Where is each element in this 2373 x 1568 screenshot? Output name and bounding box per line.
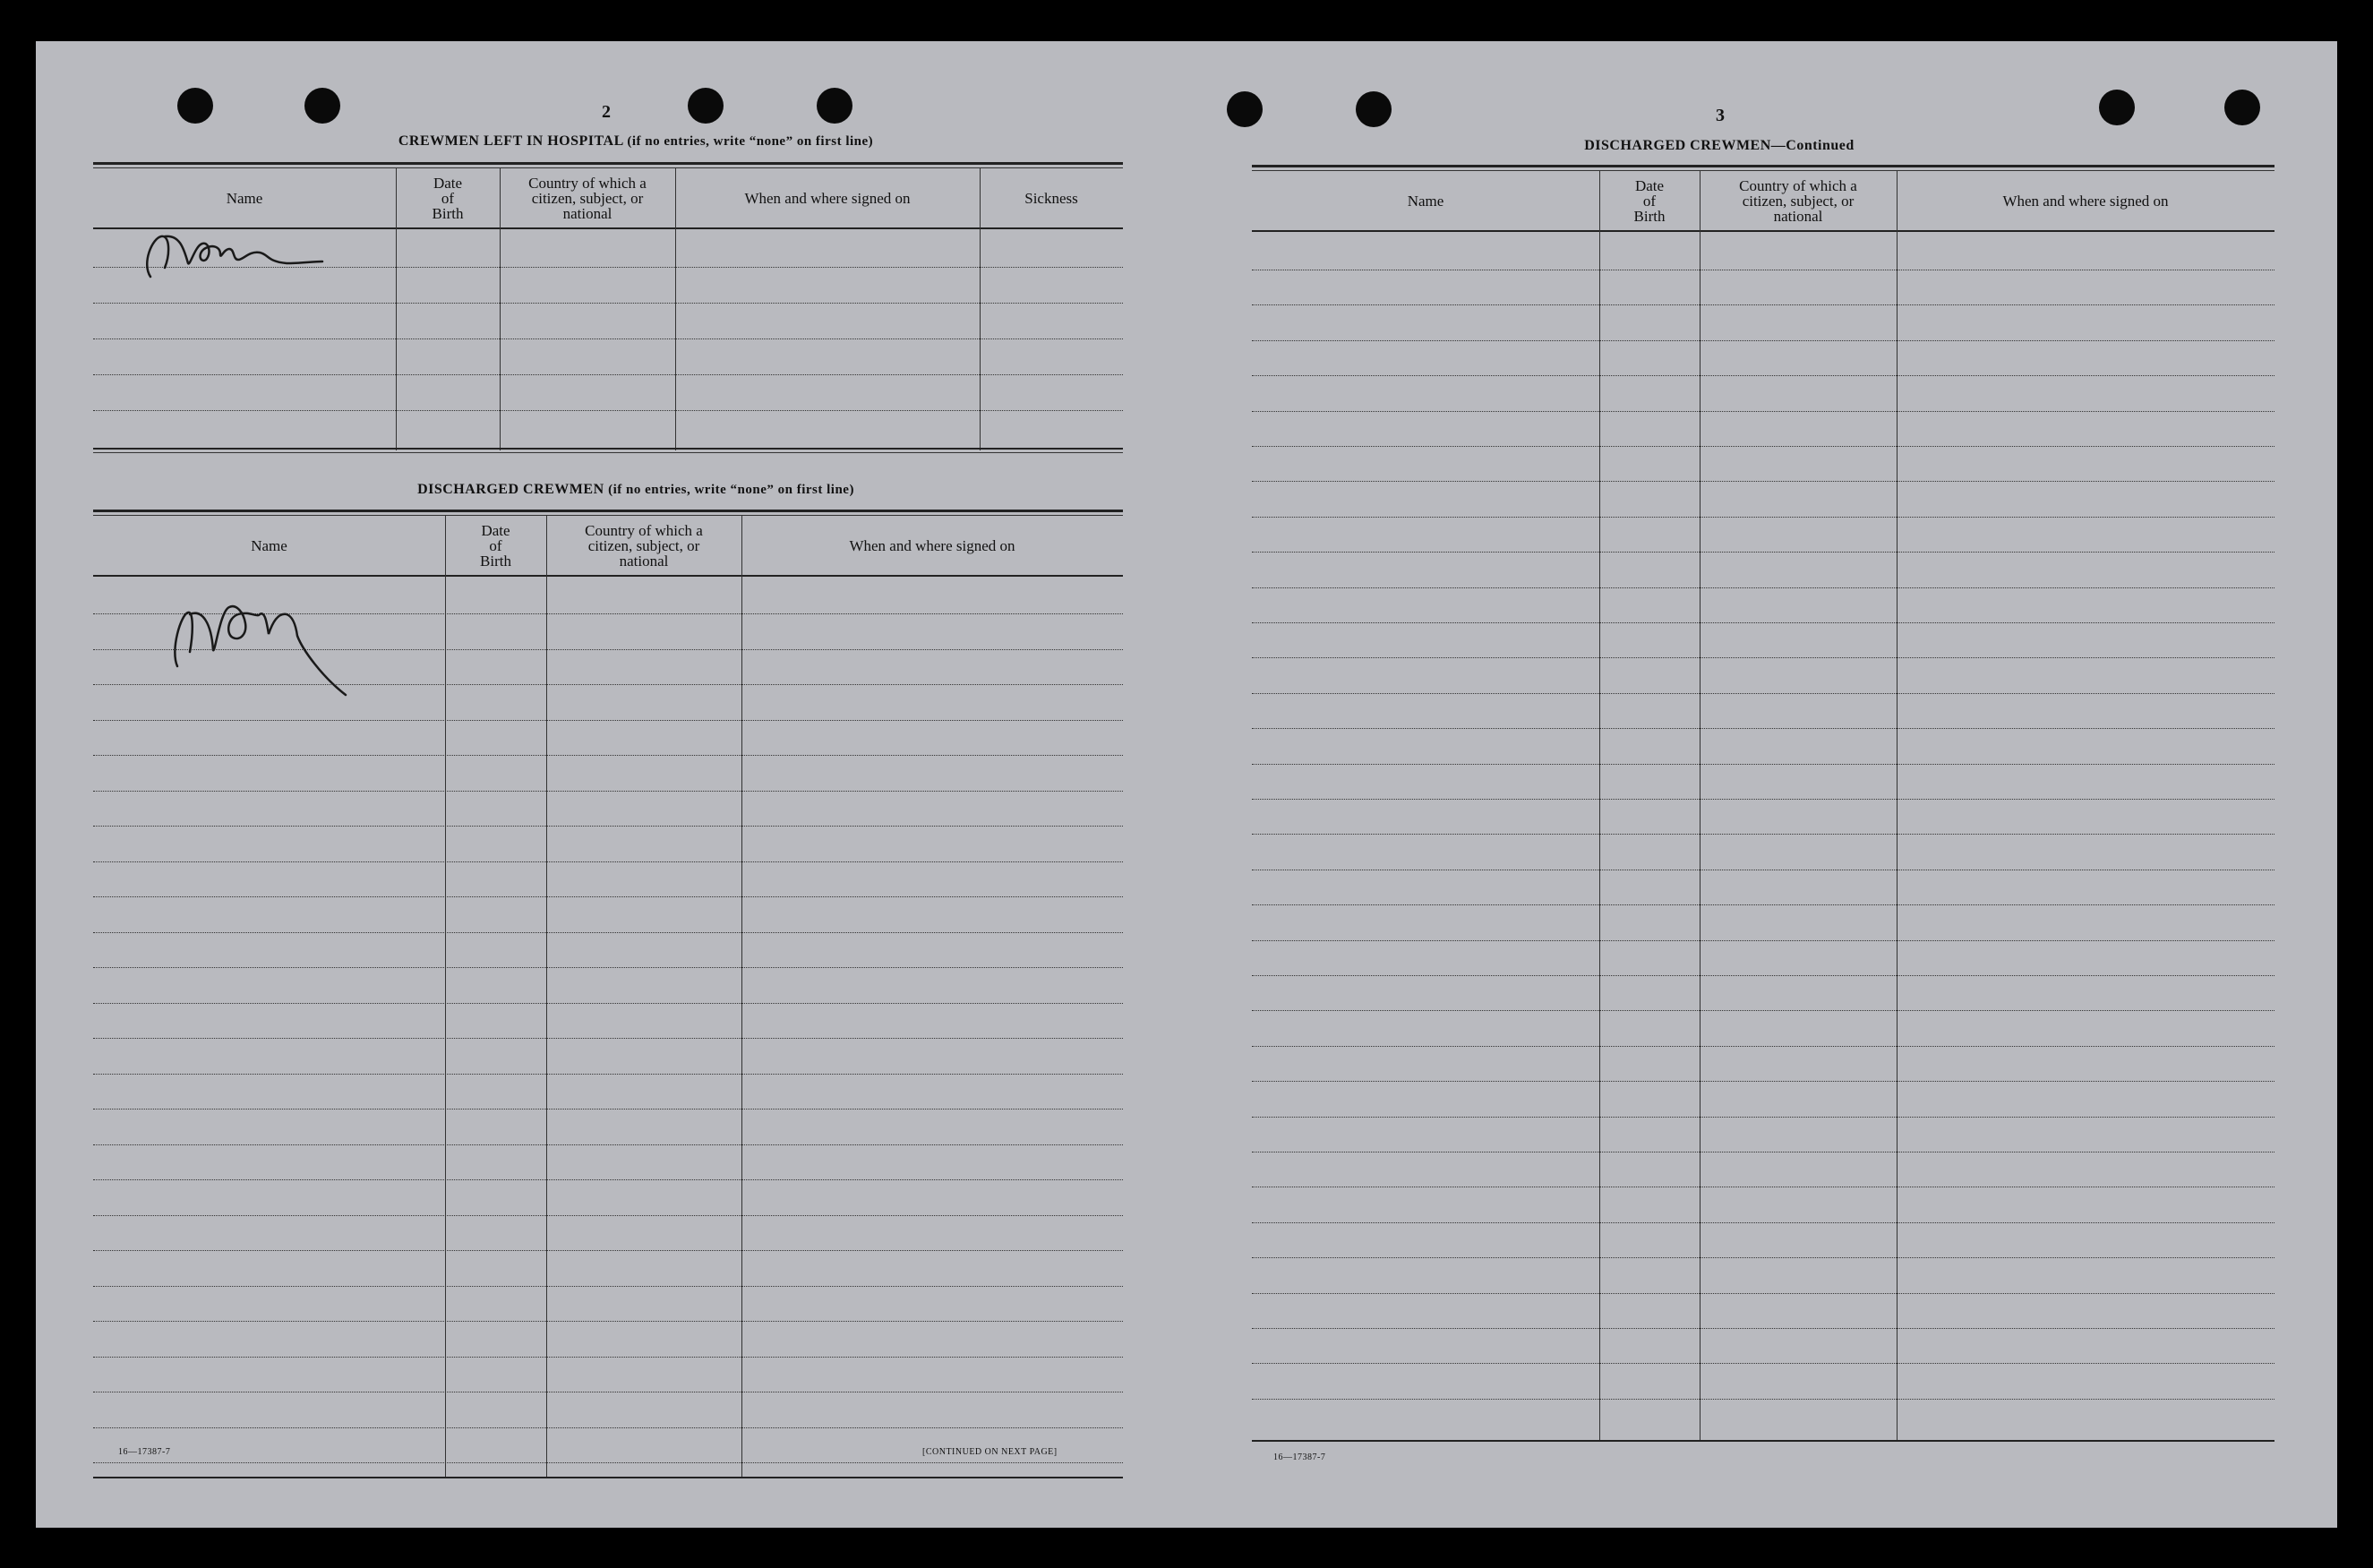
table-row-line bbox=[93, 932, 1123, 933]
column-header-name: Name bbox=[1407, 193, 1444, 210]
table-row-line bbox=[1252, 375, 2274, 376]
hospital-section-title bbox=[296, 133, 976, 150]
table-row-line bbox=[1252, 657, 2274, 658]
form-paper bbox=[36, 41, 2337, 1528]
page-number: 2 bbox=[602, 102, 611, 122]
table-top-rule bbox=[93, 167, 1123, 168]
table-row-line bbox=[93, 1179, 1123, 1180]
handwritten-none-signature bbox=[161, 587, 385, 704]
column-header-dob: Date of Birth bbox=[1633, 177, 1666, 225]
table-row-line bbox=[93, 374, 1123, 375]
table-row-line bbox=[1252, 1222, 2274, 1223]
discharged-section-title bbox=[296, 482, 976, 498]
table-row-line bbox=[1252, 481, 2274, 482]
column-header-signed-on: When and where signed on bbox=[744, 190, 911, 207]
hospital-table bbox=[93, 162, 1123, 493]
table-row-line bbox=[93, 1215, 1123, 1216]
table-row-line bbox=[93, 967, 1123, 968]
table-row-line bbox=[93, 1357, 1123, 1358]
table-row-line bbox=[1252, 1010, 2274, 1011]
punch-hole bbox=[1227, 91, 1263, 127]
table-row-line bbox=[1252, 587, 2274, 588]
table-row-line bbox=[1252, 552, 2274, 553]
table-row-line bbox=[93, 1427, 1123, 1428]
column-header-country: Country of which a citizen, subject, or national bbox=[585, 522, 703, 570]
table-row-line bbox=[93, 896, 1123, 897]
table-row-line bbox=[93, 1074, 1123, 1075]
table-row-line bbox=[1252, 1399, 2274, 1400]
table-bottom-rule bbox=[93, 452, 1123, 453]
table-top-rule bbox=[93, 162, 1123, 165]
table-row-line bbox=[93, 791, 1123, 792]
column-header-dob: Date of Birth bbox=[432, 175, 464, 222]
table-row-line bbox=[93, 1003, 1123, 1004]
table-row-line bbox=[1252, 764, 2274, 765]
table-top-rule bbox=[93, 515, 1123, 516]
column-header-country: Country of which a citizen, subject, or national bbox=[528, 175, 647, 222]
discharged-title-text: DISCHARGED CREWMEN bbox=[417, 482, 604, 497]
table-row-line bbox=[93, 1321, 1123, 1322]
column-divider bbox=[546, 515, 547, 1478]
column-header-name: Name bbox=[251, 537, 287, 554]
page-number: 3 bbox=[1716, 106, 1725, 125]
table-row-line bbox=[93, 720, 1123, 721]
column-divider bbox=[1897, 170, 1898, 1442]
table-row-line bbox=[1252, 799, 2274, 800]
header-rule bbox=[1252, 230, 2274, 232]
table-row-line bbox=[1252, 1363, 2274, 1364]
table-row-line bbox=[1252, 411, 2274, 412]
table-row-line bbox=[93, 1462, 1123, 1463]
table-row-line bbox=[1252, 1257, 2274, 1258]
table-row-line bbox=[1252, 1081, 2274, 1082]
table-bottom-rule bbox=[93, 1477, 1123, 1478]
table-row-line bbox=[1252, 975, 2274, 976]
table-row-line bbox=[93, 1109, 1123, 1110]
table-row-line bbox=[93, 338, 1123, 339]
column-divider bbox=[980, 167, 981, 450]
column-divider bbox=[675, 167, 676, 450]
form-number: 16—17387-7 bbox=[1273, 1452, 1326, 1462]
punch-hole bbox=[2224, 90, 2260, 125]
table-row-line bbox=[1252, 693, 2274, 694]
table-row-line bbox=[93, 826, 1123, 827]
table-row-line bbox=[1252, 1117, 2274, 1118]
column-divider bbox=[741, 515, 742, 1478]
table-top-rule bbox=[1252, 165, 2274, 167]
column-header-sickness: Sickness bbox=[1024, 190, 1078, 207]
table-top-rule bbox=[1252, 170, 2274, 171]
column-header-country: Country of which a citizen, subject, or national bbox=[1739, 177, 1857, 225]
table-top-rule bbox=[93, 510, 1123, 512]
punch-hole bbox=[2099, 90, 2135, 125]
table-row-line bbox=[93, 1286, 1123, 1287]
table-row-line bbox=[1252, 834, 2274, 835]
header-rule bbox=[93, 575, 1123, 577]
table-row-line bbox=[93, 1144, 1123, 1145]
right-page bbox=[1191, 41, 2337, 1528]
table-row-line bbox=[1252, 446, 2274, 447]
table-row-line bbox=[1252, 940, 2274, 941]
table-row-line bbox=[1252, 1293, 2274, 1294]
table-row-line bbox=[93, 861, 1123, 862]
discharged-instruction: (if no entries, write “none” on first line) bbox=[608, 483, 854, 497]
table-row-line bbox=[1252, 1046, 2274, 1047]
table-row-line bbox=[93, 755, 1123, 756]
table-row-line bbox=[1252, 517, 2274, 518]
table-bottom-rule bbox=[1252, 1440, 2274, 1442]
column-header-signed-on: When and where signed on bbox=[849, 537, 1015, 554]
punch-hole bbox=[817, 88, 852, 124]
table-row-line bbox=[93, 303, 1123, 304]
table-bottom-rule bbox=[93, 448, 1123, 450]
hospital-title-text: CREWMEN LEFT IN HOSPITAL bbox=[398, 133, 623, 149]
column-divider bbox=[1599, 170, 1600, 1442]
table-row-line bbox=[93, 410, 1123, 411]
table-row-line bbox=[1252, 622, 2274, 623]
column-divider bbox=[1700, 170, 1701, 1442]
column-header-dob: Date of Birth bbox=[480, 522, 511, 570]
table-row-line bbox=[1252, 1328, 2274, 1329]
table-row-line bbox=[93, 1038, 1123, 1039]
left-page bbox=[36, 41, 1191, 1528]
punch-hole bbox=[304, 88, 340, 124]
table-row-line bbox=[1252, 904, 2274, 905]
table-row-line bbox=[1252, 340, 2274, 341]
table-row-line bbox=[1252, 304, 2274, 305]
table-row-line bbox=[93, 1250, 1123, 1251]
hospital-instruction: (if no entries, write “none” on first line) bbox=[627, 134, 874, 149]
discharged-continued-table bbox=[1252, 165, 2274, 1490]
column-header-name: Name bbox=[226, 190, 263, 207]
discharged-continued-title: DISCHARGED CREWMEN—Continued bbox=[1584, 138, 1855, 153]
punch-hole bbox=[177, 88, 213, 124]
form-number: 16—17387-7 bbox=[118, 1447, 171, 1457]
handwritten-none-signature bbox=[134, 227, 331, 290]
table-row-line bbox=[1252, 728, 2274, 729]
continued-note: [CONTINUED ON NEXT PAGE] bbox=[922, 1447, 1058, 1457]
column-divider bbox=[445, 515, 446, 1478]
punch-hole bbox=[1356, 91, 1392, 127]
column-header-signed-on: When and where signed on bbox=[2002, 193, 2169, 210]
punch-hole bbox=[688, 88, 724, 124]
